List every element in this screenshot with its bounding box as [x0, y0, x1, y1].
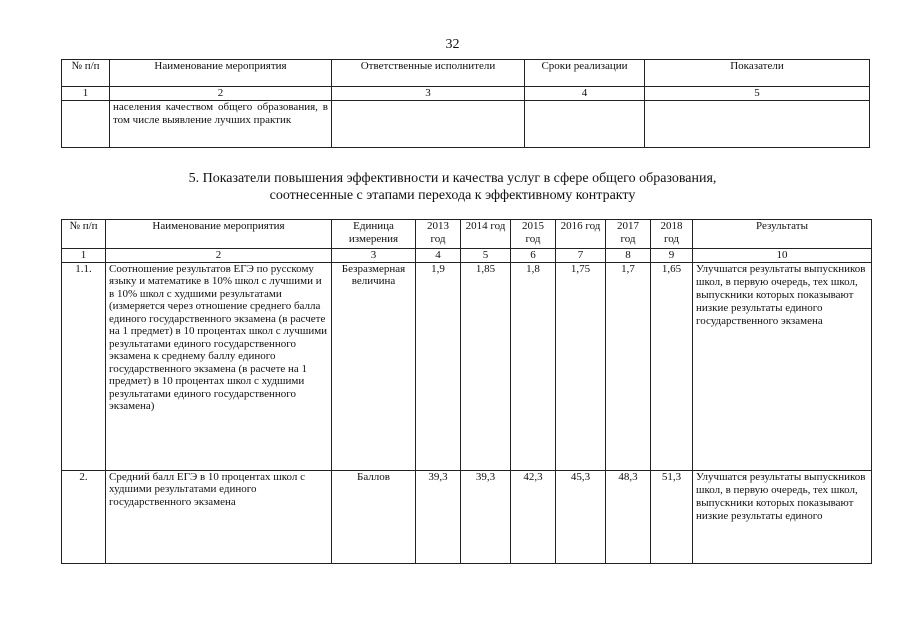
table-row — [62, 101, 870, 148]
col-header-indicators: Показатели — [645, 60, 870, 87]
col-number: 2 — [110, 87, 332, 101]
value-2018: 51,3 — [651, 470, 693, 563]
col-header-2016: 2016 год — [556, 220, 606, 249]
col-number: 8 — [606, 249, 651, 263]
row-unit: Баллов — [332, 470, 416, 563]
row-name: Соотношение результатов ЕГЭ по русскому языку и математике в 10% школ с лучшими и в 10% школ с худшими результатами (измеряется через отношение среднего балла единого государственного экзамена (в расчете на 1 предмет) в 10 процентах школ с лучшими результатами единого государственного экзамена к среднему баллу единого государственного экзамена (в расчете на 1 предмет) в 10 процентах школ с худшими результатами единого государственного экзамена) — [106, 262, 332, 470]
value-2017: 1,7 — [606, 262, 651, 470]
col-number: 6 — [511, 249, 556, 263]
row-result: Улучшатся результаты выпускников школ, в первую очередь, тех школ, выпускники которых показывают низкие результаты единого государственного экзамена — [693, 262, 872, 470]
value-2016: 45,3 — [556, 470, 606, 563]
row-name: населения качеством общего образования, в том числе выявление лучших практик — [110, 101, 332, 148]
col-header-no: № п/п — [62, 220, 106, 249]
measures-table — [61, 59, 870, 148]
col-header-results: Результаты — [693, 220, 872, 249]
indicators-table — [61, 219, 872, 564]
value-2014: 1,85 — [461, 262, 511, 470]
col-header-2017: 2017 год — [606, 220, 651, 249]
value-2014: 39,3 — [461, 470, 511, 563]
col-header-unit: Единица измерения — [332, 220, 416, 249]
col-number: 1 — [62, 249, 106, 263]
col-header-name: Наименование мероприятия — [110, 60, 332, 87]
col-number: 7 — [556, 249, 606, 263]
row-result: Улучшатся результаты выпускников школ, в первую очередь, тех школ, выпускники которых показывают низкие результаты единого — [693, 470, 872, 563]
col-header-terms: Сроки реализации — [525, 60, 645, 87]
table-row — [62, 262, 872, 470]
value-2013: 1,9 — [416, 262, 461, 470]
section-title-line1: 5. Показатели повышения эффективности и качества услуг в сфере общего образования, — [188, 171, 717, 186]
table-row — [62, 470, 872, 563]
row-responsible — [332, 101, 525, 148]
col-header-2013: 2013 год — [416, 220, 461, 249]
row-no — [62, 101, 110, 148]
col-header-name: Наименование мероприятия — [106, 220, 332, 249]
value-2015: 42,3 — [511, 470, 556, 563]
row-unit: Безразмерная величина — [332, 262, 416, 470]
col-number: 5 — [645, 87, 870, 101]
row-name: Средний балл ЕГЭ в 10 процентах школ с худшими результатами единого государственного экзамена — [106, 470, 332, 563]
col-number: 2 — [106, 249, 332, 263]
section-title — [0, 170, 905, 204]
section-title-line2: соотнесенные с этапами перехода к эффективному контракту — [269, 188, 636, 203]
value-2016: 1,75 — [556, 262, 606, 470]
col-number: 4 — [525, 87, 645, 101]
row-no: 2. — [62, 470, 106, 563]
row-no: 1.1. — [62, 262, 106, 470]
col-header-2014: 2014 год — [461, 220, 511, 249]
value-2013: 39,3 — [416, 470, 461, 563]
page-number: 32 — [445, 37, 460, 52]
col-number: 5 — [461, 249, 511, 263]
row-indicators — [645, 101, 870, 148]
col-number: 10 — [693, 249, 872, 263]
value-2017: 48,3 — [606, 470, 651, 563]
col-header-no: № п/п — [62, 60, 110, 87]
col-number: 3 — [332, 87, 525, 101]
col-number: 9 — [651, 249, 693, 263]
col-number: 1 — [62, 87, 110, 101]
value-2015: 1,8 — [511, 262, 556, 470]
col-header-responsible: Ответственные исполнители — [332, 60, 525, 87]
col-header-2018: 2018 год — [651, 220, 693, 249]
row-terms — [525, 101, 645, 148]
col-number: 4 — [416, 249, 461, 263]
col-header-2015: 2015 год — [511, 220, 556, 249]
col-number: 3 — [332, 249, 416, 263]
value-2018: 1,65 — [651, 262, 693, 470]
